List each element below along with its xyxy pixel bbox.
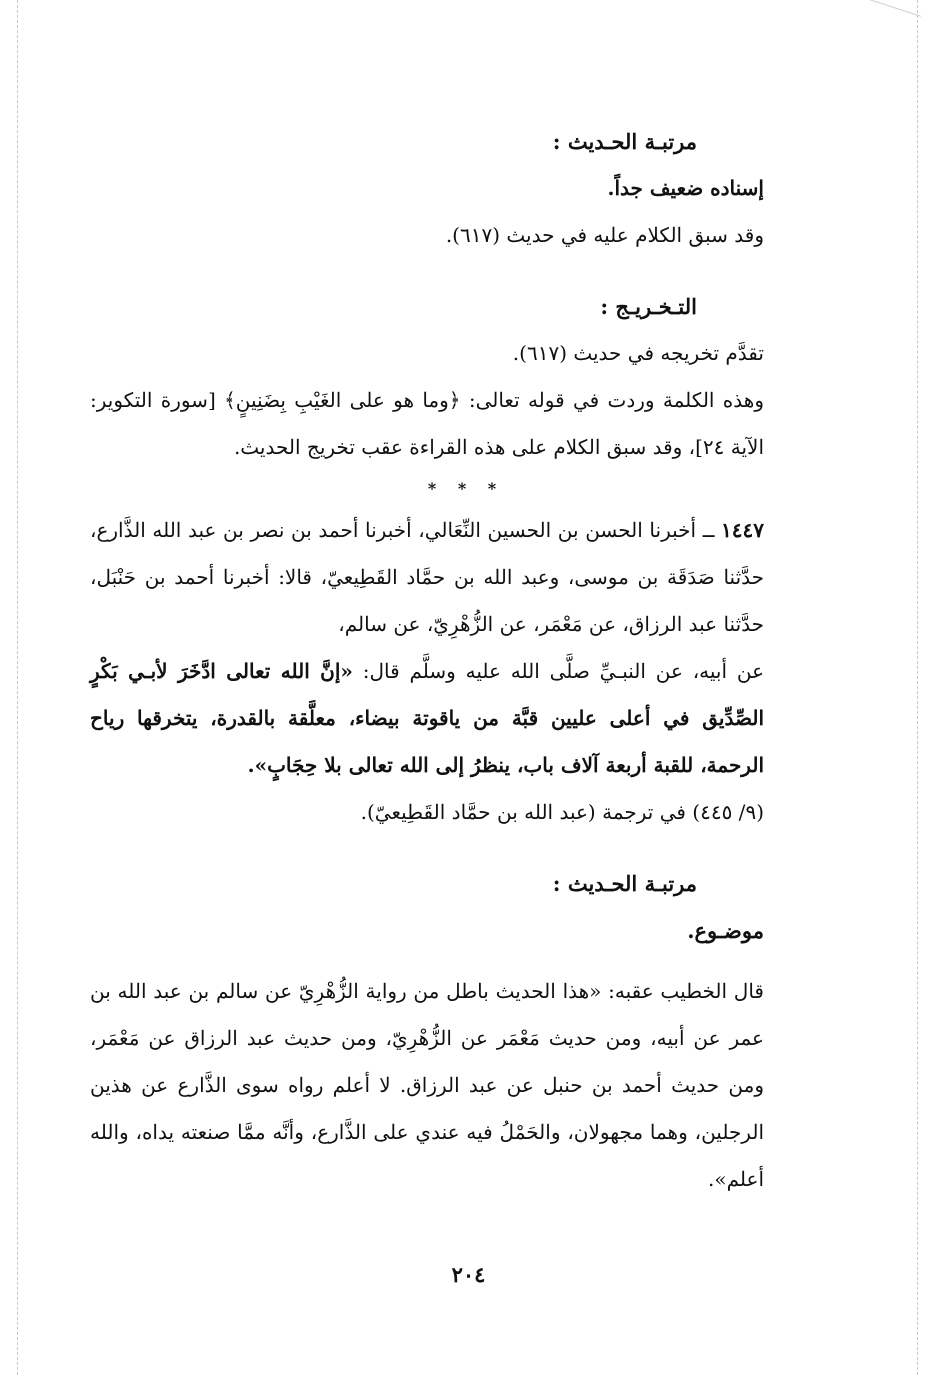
hadith-matn-text: «إنَّ الله تعالى ادَّخَرَ لأبـي بَكْرٍ الصِّدِّيق في أعلى عليين قبَّة من ياقوتة بيضاء، معلَّقة بالقدرة، يتخرقها رياح الرحمة، للقبة أربعة آلاف باب، ينظرُ إلى الله تعالى بلا حِجَابٍ». — [90, 659, 764, 777]
grade-note: وقد سبق الكلام عليه في حديث (٦١٧). — [445, 223, 764, 247]
grade-text-2: موضـوع. — [687, 918, 764, 943]
hadith-dash: ــ — [702, 518, 715, 542]
takhrij-line: تقدَّم تخريجه في حديث (٦١٧). — [512, 341, 764, 365]
takhrij-quran-note: وهذه الكلمة وردت في قوله تعالى: ﴿وما هو على الغَيْبِ بِضَنِينٍ﴾ [سورة التكوير: الآية ٢٤]، وقد سبق الكلام على هذه القراءة عقب تخريج الحديث. — [90, 388, 764, 459]
section-heading-takhrij: التـخـريـج : — [600, 294, 697, 319]
grade-text: إسناده ضعيف جداً. — [607, 176, 764, 200]
hadith-reference: (٩/ ٤٤٥) في ترجمة (عبد الله بن حمَّاد القَطِيعيّ). — [360, 800, 764, 824]
page-number: ٢٠٤ — [451, 1262, 486, 1287]
scan-rule-left — [17, 0, 18, 1375]
hadith-isnad-text: أخبرنا الحسن بن الحسين النِّعَالي، أخبرنا أحمد بن نصر بن عبد الله الذَّارع، حدَّثنا صَدَقَة بن موسى، وعبد الله بن حمَّاد القَطِيعيّ، قالا: أخبرنا أحمد بن حَنْبَل، حدَّثنا عبد الرزاق، عن مَعْمَر، عن الزُّهْرِيّ، عن سالم، — [90, 518, 764, 636]
section-heading-grade: مرتبـة الحـديث : — [552, 129, 697, 154]
section-separator: * * * — [427, 479, 505, 498]
khatib-commentary: قال الخطيب عقبه: «هذا الحديث باطل من رواية الزُّهْرِيّ عن سالم بن عبد الله بن عمر عن أبيه، ومن حديث مَعْمَر عن الزُّهْرِيّ، ومن حديث عبد الرزاق عن مَعْمَر، ومن حديث أحمد بن حنبل عن عبد الرزاق. لا أعلم رواه سوى الذَّارع عن هذين الرجلين، وهما مجهولان، والحَمْلُ فيه عندي على الذَّارع، وأنَّه ممَّا صنعته يداه، والله أعلم». — [90, 979, 764, 1191]
section-heading-grade-2: مرتبـة الحـديث : — [552, 871, 697, 896]
hadith-matn — [90, 648, 842, 789]
hadith-isnad — [90, 507, 842, 648]
hadith-number: ١٤٤٧ — [721, 518, 765, 542]
book-text — [90, 118, 842, 1203]
scan-artifact — [857, 0, 921, 38]
scan-rule-right — [917, 0, 918, 1375]
hadith-matn-intro: عن أبيه، عن النبـيِّ صلَّى الله عليه وسلَّم قال: — [362, 659, 765, 683]
